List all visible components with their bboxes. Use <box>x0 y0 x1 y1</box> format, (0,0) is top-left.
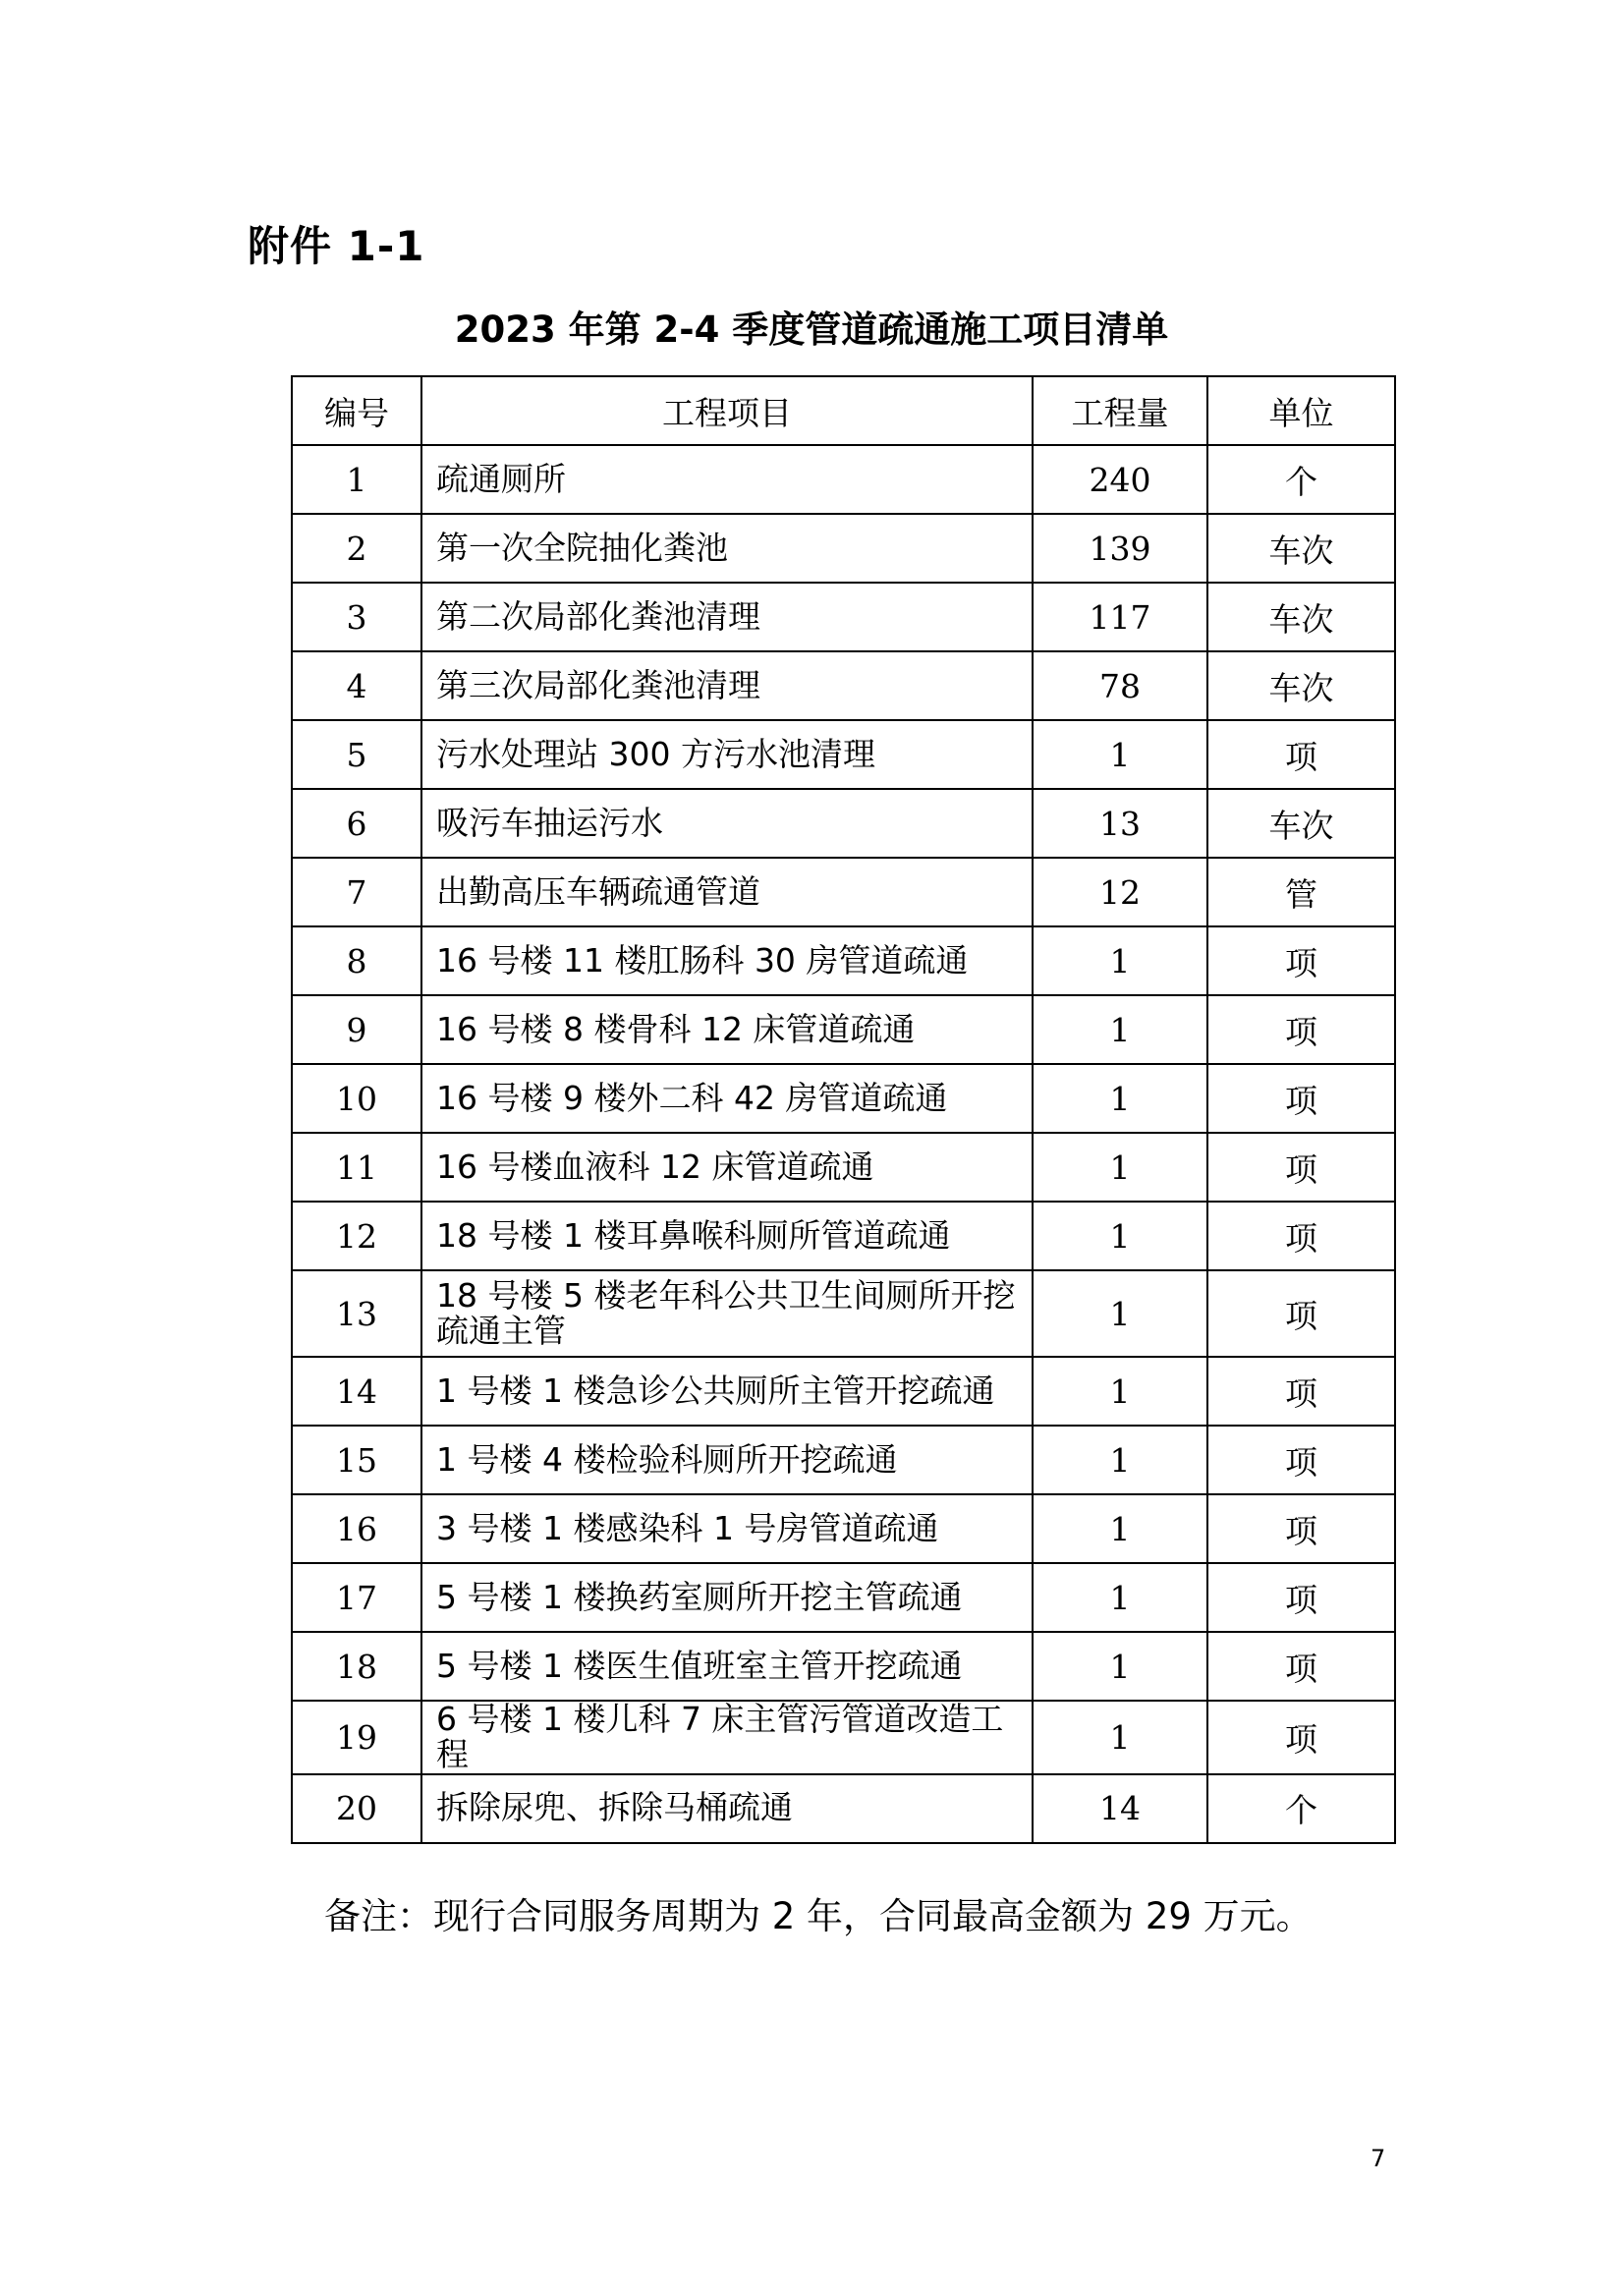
row-number: 10 <box>292 1064 421 1133</box>
unit: 项 <box>1207 1701 1395 1774</box>
project-name: 吸污车抽运污水 <box>421 789 1033 858</box>
column-header-project: 工程项目 <box>421 376 1033 445</box>
row-number: 15 <box>292 1426 421 1494</box>
project-name: 5 号楼 1 楼换药室厕所开挖主管疏通 <box>421 1563 1033 1632</box>
row-number: 7 <box>292 858 421 926</box>
project-name: 16 号楼 11 楼肛肠科 30 房管道疏通 <box>421 926 1033 995</box>
page-number: 7 <box>1371 2145 1386 2172</box>
project-name: 拆除尿兜、拆除马桶疏通 <box>421 1774 1033 1843</box>
table-row <box>292 1563 1395 1632</box>
unit: 项 <box>1207 1563 1395 1632</box>
row-number: 20 <box>292 1774 421 1843</box>
unit: 项 <box>1207 926 1395 995</box>
quantity: 1 <box>1033 1426 1207 1494</box>
quantity: 1 <box>1033 926 1207 995</box>
row-number: 3 <box>292 583 421 651</box>
unit: 项 <box>1207 1357 1395 1426</box>
column-header-unit: 单位 <box>1207 376 1395 445</box>
table-row <box>292 720 1395 789</box>
row-number: 16 <box>292 1494 421 1563</box>
table-row <box>292 445 1395 514</box>
table-row <box>292 1494 1395 1563</box>
document-title: 2023 年第 2-4 季度管道疏通施工项目清单 <box>454 308 1169 351</box>
table-row <box>292 1270 1395 1357</box>
project-name: 18 号楼 5 楼老年科公共卫生间厕所开挖疏通主管 <box>421 1270 1033 1357</box>
project-name: 1 号楼 4 楼检验科厕所开挖疏通 <box>421 1426 1033 1494</box>
quantity: 1 <box>1033 1701 1207 1774</box>
quantity: 14 <box>1033 1774 1207 1843</box>
row-number: 14 <box>292 1357 421 1426</box>
quantity: 1 <box>1033 995 1207 1064</box>
project-name: 5 号楼 1 楼医生值班室主管开挖疏通 <box>421 1632 1033 1701</box>
table-row <box>292 1202 1395 1270</box>
attachment-label: 附件 1-1 <box>248 222 425 270</box>
quantity: 1 <box>1033 1494 1207 1563</box>
project-name: 污水处理站 300 方污水池清理 <box>421 720 1033 789</box>
quantity: 78 <box>1033 651 1207 720</box>
row-number: 12 <box>292 1202 421 1270</box>
project-name: 第二次局部化粪池清理 <box>421 583 1033 651</box>
quantity: 1 <box>1033 1563 1207 1632</box>
unit: 项 <box>1207 1133 1395 1202</box>
table-row <box>292 1064 1395 1133</box>
unit: 管 <box>1207 858 1395 926</box>
quantity: 1 <box>1033 1133 1207 1202</box>
table-row <box>292 514 1395 583</box>
project-name: 3 号楼 1 楼感染科 1 号房管道疏通 <box>421 1494 1033 1563</box>
project-name: 疏通厕所 <box>421 445 1033 514</box>
project-name: 出勤高压车辆疏通管道 <box>421 858 1033 926</box>
quantity: 1 <box>1033 720 1207 789</box>
unit: 项 <box>1207 1270 1395 1357</box>
column-header-quantity: 工程量 <box>1033 376 1207 445</box>
unit: 车次 <box>1207 583 1395 651</box>
table-row <box>292 789 1395 858</box>
unit: 车次 <box>1207 514 1395 583</box>
remark-note: 备注：现行合同服务周期为 2 年，合同最高金额为 29 万元。 <box>324 1895 1313 1937</box>
table-row <box>292 1133 1395 1202</box>
table-row <box>292 1426 1395 1494</box>
unit: 项 <box>1207 1202 1395 1270</box>
table-row <box>292 858 1395 926</box>
unit: 个 <box>1207 445 1395 514</box>
row-number: 9 <box>292 995 421 1064</box>
project-table <box>291 375 1396 1844</box>
quantity: 1 <box>1033 1064 1207 1133</box>
row-number: 4 <box>292 651 421 720</box>
unit: 项 <box>1207 1494 1395 1563</box>
quantity: 1 <box>1033 1357 1207 1426</box>
table-row <box>292 1632 1395 1701</box>
unit: 项 <box>1207 1632 1395 1701</box>
row-number: 18 <box>292 1632 421 1701</box>
row-number: 19 <box>292 1701 421 1774</box>
unit: 车次 <box>1207 789 1395 858</box>
table-header-row <box>292 376 1395 445</box>
unit: 项 <box>1207 1426 1395 1494</box>
quantity: 12 <box>1033 858 1207 926</box>
project-name: 6 号楼 1 楼儿科 7 床主管污管道改造工程 <box>421 1701 1033 1774</box>
quantity: 1 <box>1033 1270 1207 1357</box>
row-number: 6 <box>292 789 421 858</box>
table-row <box>292 583 1395 651</box>
unit: 项 <box>1207 1064 1395 1133</box>
quantity: 117 <box>1033 583 1207 651</box>
quantity: 1 <box>1033 1632 1207 1701</box>
project-name: 18 号楼 1 楼耳鼻喉科厕所管道疏通 <box>421 1202 1033 1270</box>
unit: 个 <box>1207 1774 1395 1843</box>
project-name: 16 号楼血液科 12 床管道疏通 <box>421 1133 1033 1202</box>
project-name: 16 号楼 9 楼外二科 42 房管道疏通 <box>421 1064 1033 1133</box>
row-number: 11 <box>292 1133 421 1202</box>
unit: 项 <box>1207 995 1395 1064</box>
quantity: 240 <box>1033 445 1207 514</box>
quantity: 13 <box>1033 789 1207 858</box>
project-name: 第一次全院抽化粪池 <box>421 514 1033 583</box>
column-header-number: 编号 <box>292 376 421 445</box>
quantity: 1 <box>1033 1202 1207 1270</box>
row-number: 13 <box>292 1270 421 1357</box>
table-row <box>292 995 1395 1064</box>
table-row <box>292 926 1395 995</box>
row-number: 5 <box>292 720 421 789</box>
table-row <box>292 651 1395 720</box>
row-number: 17 <box>292 1563 421 1632</box>
quantity: 139 <box>1033 514 1207 583</box>
unit: 车次 <box>1207 651 1395 720</box>
project-name: 16 号楼 8 楼骨科 12 床管道疏通 <box>421 995 1033 1064</box>
project-name: 第三次局部化粪池清理 <box>421 651 1033 720</box>
table-row <box>292 1701 1395 1774</box>
row-number: 1 <box>292 445 421 514</box>
unit: 项 <box>1207 720 1395 789</box>
table-row <box>292 1357 1395 1426</box>
row-number: 2 <box>292 514 421 583</box>
table-row <box>292 1774 1395 1843</box>
project-name: 1 号楼 1 楼急诊公共厕所主管开挖疏通 <box>421 1357 1033 1426</box>
row-number: 8 <box>292 926 421 995</box>
table-body <box>292 445 1395 1843</box>
